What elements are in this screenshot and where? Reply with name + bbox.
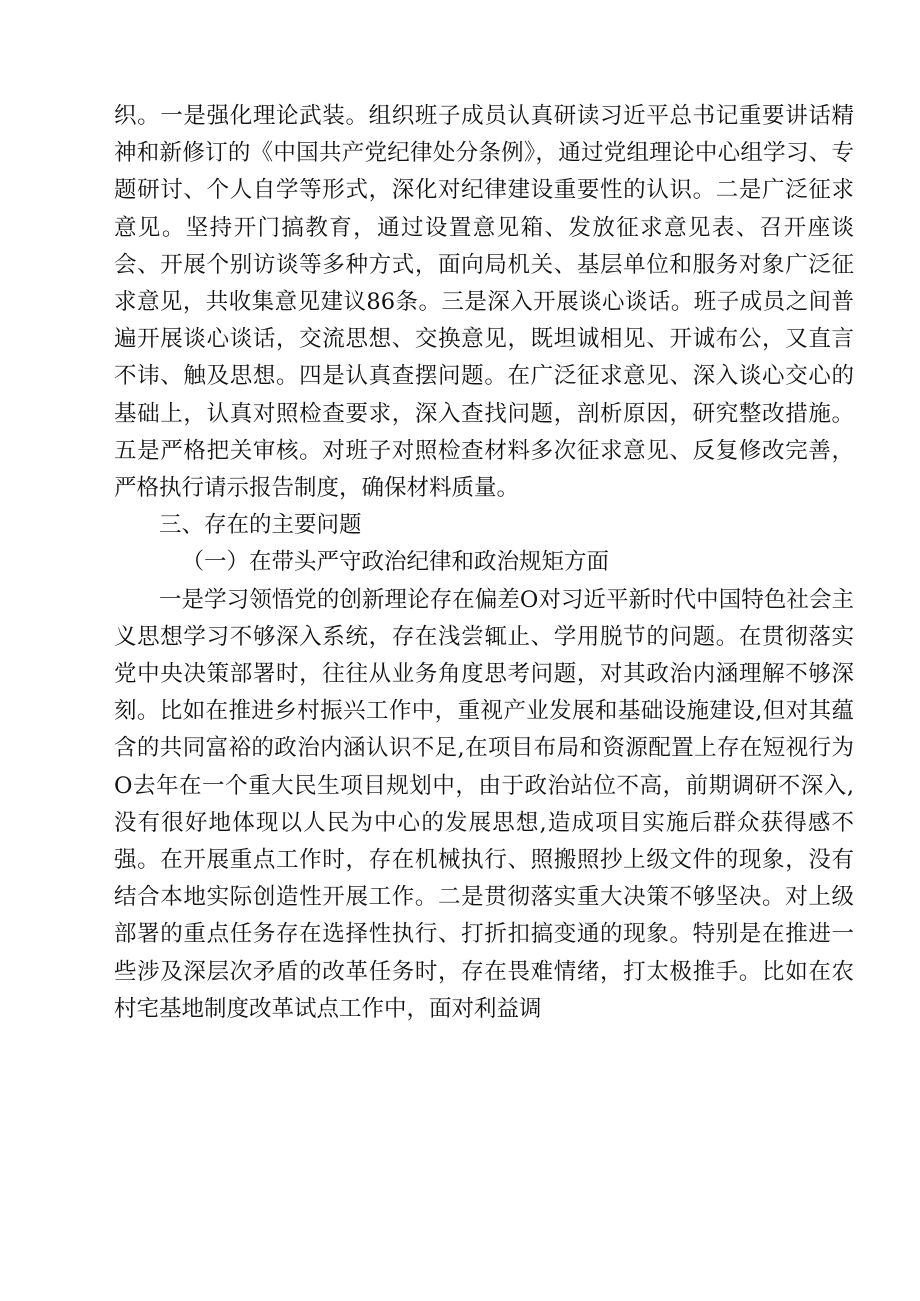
subsection-heading: （一）在带头严守政治纪律和政治规矩方面: [181, 549, 610, 576]
para-work-methods: 织。一是强化理论武装。组织班子成员认真研读习近平总书记重要讲话精神和新修订的《中国共产党纪律处分条例》，通过党组理论中心组学习、专题研讨、个人自学等形式，深化对纪律建设重要性的认识。二是广泛征求意见。坚持开门搞教育，通过设置意见箱、发放征求意见表、召开座谈会、开展个别访谈等多种方式，面向局机关、基层单位和服务对象广泛征求意见，共收集意见建议86条。三是深入开展谈心谈话。班子成员之间普遍开展谈心谈话，交流思想、交换意见，既坦诚相见、开诚布公，又直言不讳、触及思想。四是认真查摆问题。在广泛征求意见、深入谈心交心的基础上，认真对照检查要求，深入查找问题，剖析原因，研究整改措施。五是严格把关审核。对班子对照检查材料多次征求意见、反复修改完善，严格执行请示报告制度，确保材料质量。: [114, 103, 854, 502]
para-problems: 一是学习领悟党的创新理论存在偏差O对习近平新时代中国特色社会主义思想学习不够深入系统，存在浅尝辄止、学用脱节的问题。在贯彻落实党中央决策部署时，往往从业务角度思考问题，对其政治内涵理解不够深刻。比如在推进乡村振兴工作中，重视产业发展和基础设施建设,但对其蕴含的共同富裕的政治内涵认识不足,在项目布局和资源配置上存在短视行为O去年在一个重大民生项目规划中，由于政治站位不高，前期调研不深入,没有很好地体现以人民为中心的发展思想,造成项目实施后群众获得感不强。在开展重点工作时，存在机械执行、照搬照抄上级文件的现象，没有结合本地实际创造性开展工作。二是贯彻落实重大决策不够坚决。对上级部署的重点任务存在选择性执行、打折扣搞变通的现象。特别是在推进一些涉及深层次矛盾的改革任务时，存在畏难情绪，打太极推手。比如在农村宅基地制度改革试点工作中，面对利益调: [114, 586, 854, 1022]
document-body: [114, 98, 854, 1028]
section-heading: 三、存在的主要问题: [159, 512, 362, 539]
